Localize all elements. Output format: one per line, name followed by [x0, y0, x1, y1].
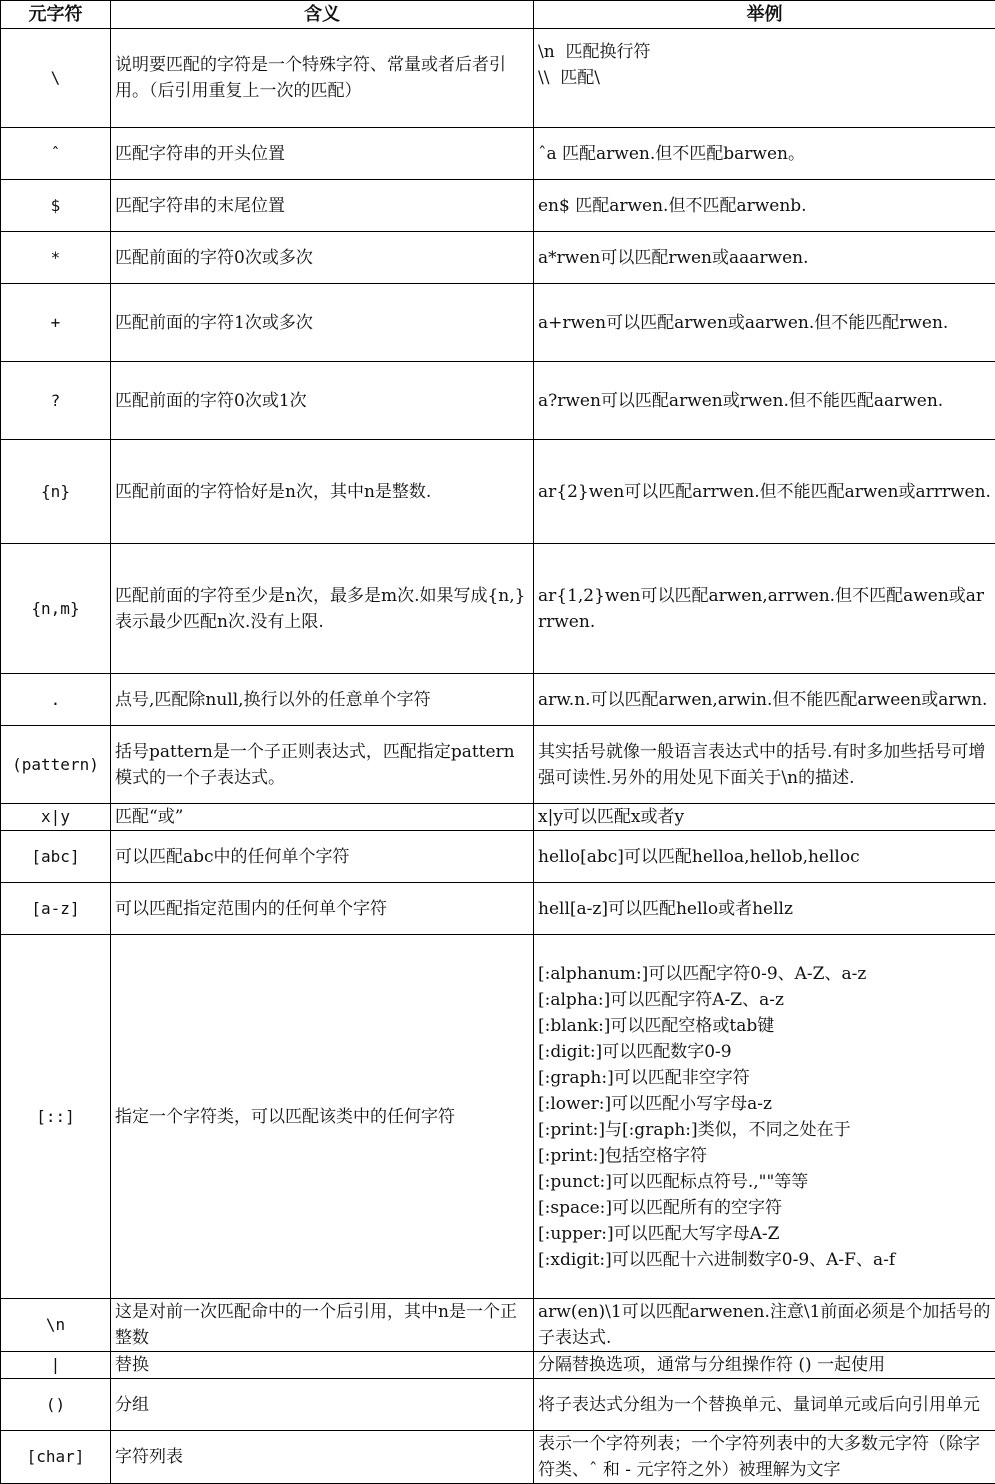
- example-line: 分隔替换选项，通常与分组操作符 () 一起使用: [538, 1352, 991, 1378]
- example-cell: [534, 804, 995, 831]
- metachar-cell: \n: [1, 1299, 111, 1352]
- example-cell: [534, 232, 995, 284]
- metachar-cell: [::]: [1, 935, 111, 1299]
- example-cell: [534, 674, 995, 726]
- example-line: \n 匹配换行符: [538, 39, 991, 65]
- meaning-cell: 匹配前面的字符0次或1次: [111, 362, 534, 440]
- meaning-cell: 指定一个字符类，可以匹配该类中的任何字符: [111, 935, 534, 1299]
- metachar-cell: {n}: [1, 440, 111, 544]
- meaning-cell: 说明要匹配的字符是一个特殊字符、常量或者后者引用。（后引用重复上一次的匹配）: [111, 29, 534, 128]
- example-line: ˆa 匹配arwen.但不匹配barwen。: [538, 141, 991, 167]
- example-cell: [534, 544, 995, 674]
- example-cell: [534, 362, 995, 440]
- header-example: 举例: [534, 1, 995, 29]
- table-row: [1, 804, 995, 831]
- metachar-cell: [char]: [1, 1431, 111, 1484]
- example-line: ar{1,2}wen可以匹配arwen,arrwen.但不匹配awen或arrrwen.: [538, 583, 991, 635]
- example-line: \\ 匹配\: [538, 65, 991, 91]
- example-cell: [534, 726, 995, 804]
- meaning-cell: 这是对前一次匹配命中的一个后引用，其中n是一个正整数: [111, 1299, 534, 1352]
- table-row: [1, 180, 995, 232]
- example-line: [:graph:]可以匹配非空字符: [538, 1065, 991, 1091]
- meaning-cell: 匹配前面的字符0次或多次: [111, 232, 534, 284]
- metachar-cell: [a-z]: [1, 883, 111, 935]
- example-line: [:print:]与[:graph:]类似，不同之处在于: [538, 1117, 991, 1143]
- table-row: [1, 544, 995, 674]
- metachar-cell: \: [1, 29, 111, 128]
- example-cell: [534, 1352, 995, 1379]
- example-line: [:punct:]可以匹配标点符号.,""等等: [538, 1169, 991, 1195]
- header-row: [1, 1, 995, 29]
- table-row: [1, 1431, 995, 1484]
- example-line: hello[abc]可以匹配helloa,hellob,helloc: [538, 844, 991, 870]
- example-cell: [534, 1299, 995, 1352]
- table-row: [1, 1379, 995, 1431]
- metachar-cell: {n,m}: [1, 544, 111, 674]
- example-line: [:print:]包括空格字符: [538, 1143, 991, 1169]
- example-line: ar{2}wen可以匹配arrwen.但不能匹配arwen或arrrwen.: [538, 479, 991, 505]
- example-line: hell[a-z]可以匹配hello或者hellz: [538, 896, 991, 922]
- example-cell: [534, 440, 995, 544]
- example-cell: [534, 284, 995, 362]
- example-line: arw(en)\1可以匹配arwenen.注意\1前面必须是个加括号的子表达式.: [538, 1299, 991, 1351]
- table-row: [1, 29, 995, 128]
- example-line: [:alpha:]可以匹配字符A-Z、a-z: [538, 987, 991, 1013]
- example-cell: [534, 29, 995, 128]
- metachar-cell: x|y: [1, 804, 111, 831]
- meaning-cell: 匹配字符串的开头位置: [111, 128, 534, 180]
- example-line: x|y可以匹配x或者y: [538, 804, 991, 830]
- table-row: [1, 831, 995, 883]
- metachar-cell: (pattern): [1, 726, 111, 804]
- example-cell: [534, 935, 995, 1299]
- example-line: [:digit:]可以匹配数字0-9: [538, 1039, 991, 1065]
- table-row: [1, 883, 995, 935]
- table-row: [1, 232, 995, 284]
- example-line: [:upper:]可以匹配大写字母A-Z: [538, 1221, 991, 1247]
- table-row: [1, 284, 995, 362]
- example-line: 表示一个字符列表；一个字符列表中的大多数元字符（除字符类、ˆ 和 - 元字符之外）被理解为文字: [538, 1431, 991, 1483]
- meaning-cell: 匹配“或”: [111, 804, 534, 831]
- meaning-cell: 匹配前面的字符至少是n次，最多是m次.如果写成{n,}表示最少匹配n次.没有上限.: [111, 544, 534, 674]
- example-line: [:lower:]可以匹配小写字母a-z: [538, 1091, 991, 1117]
- example-cell: [534, 180, 995, 232]
- meaning-cell: 字符列表: [111, 1431, 534, 1484]
- metachar-cell: +: [1, 284, 111, 362]
- metachar-cell: *: [1, 232, 111, 284]
- example-line: 将子表达式分组为一个替换单元、量词单元或后向引用单元: [538, 1392, 991, 1418]
- example-line: [:xdigit:]可以匹配十六进制数字0-9、A-F、a-f: [538, 1247, 991, 1273]
- meaning-cell: 可以匹配abc中的任何单个字符: [111, 831, 534, 883]
- example-cell: [534, 831, 995, 883]
- meaning-cell: 匹配前面的字符恰好是n次，其中n是整数.: [111, 440, 534, 544]
- table-row: [1, 674, 995, 726]
- metachar-cell: ˆ: [1, 128, 111, 180]
- table-row: [1, 726, 995, 804]
- metachar-cell: ?: [1, 362, 111, 440]
- example-cell: [534, 1431, 995, 1484]
- metachar-cell: .: [1, 674, 111, 726]
- example-line: [:space:]可以匹配所有的空字符: [538, 1195, 991, 1221]
- meaning-cell: 匹配前面的字符1次或多次: [111, 284, 534, 362]
- example-cell: [534, 1379, 995, 1431]
- example-cell: [534, 128, 995, 180]
- meaning-cell: 匹配字符串的末尾位置: [111, 180, 534, 232]
- table-row: [1, 362, 995, 440]
- example-line: arw.n.可以匹配arwen,arwin.但不能匹配arween或arwn.: [538, 687, 991, 713]
- example-line: en$ 匹配arwen.但不匹配arwenb.: [538, 193, 991, 219]
- table-row: [1, 1352, 995, 1379]
- example-cell: [534, 883, 995, 935]
- example-line: a*rwen可以匹配rwen或aaarwen.: [538, 245, 991, 271]
- example-line: a?rwen可以匹配arwen或rwen.但不能匹配aarwen.: [538, 388, 991, 414]
- table-row: [1, 1299, 995, 1352]
- meaning-cell: 分组: [111, 1379, 534, 1431]
- example-line: [:blank:]可以匹配空格或tab键: [538, 1013, 991, 1039]
- meaning-cell: 可以匹配指定范围内的任何单个字符: [111, 883, 534, 935]
- table-row: [1, 128, 995, 180]
- example-line: a+rwen可以匹配arwen或aarwen.但不能匹配rwen.: [538, 310, 991, 336]
- metachar-cell: (): [1, 1379, 111, 1431]
- metachar-cell: |: [1, 1352, 111, 1379]
- table-row: [1, 935, 995, 1299]
- metachar-cell: [abc]: [1, 831, 111, 883]
- meaning-cell: 替换: [111, 1352, 534, 1379]
- example-line: 其实括号就像一般语言表达式中的括号.有时多加些括号可增强可读性.另外的用处见下面关于\n的描述.: [538, 739, 991, 791]
- meaning-cell: 括号pattern是一个子正则表达式，匹配指定pattern模式的一个子表达式。: [111, 726, 534, 804]
- table-row: [1, 440, 995, 544]
- metachar-cell: $: [1, 180, 111, 232]
- header-meaning: 含义: [111, 1, 534, 29]
- example-line: [:alphanum:]可以匹配字符0-9、A-Z、a-z: [538, 961, 991, 987]
- meaning-cell: 点号,匹配除null,换行以外的任意单个字符: [111, 674, 534, 726]
- header-metachar: 元字符: [1, 1, 111, 29]
